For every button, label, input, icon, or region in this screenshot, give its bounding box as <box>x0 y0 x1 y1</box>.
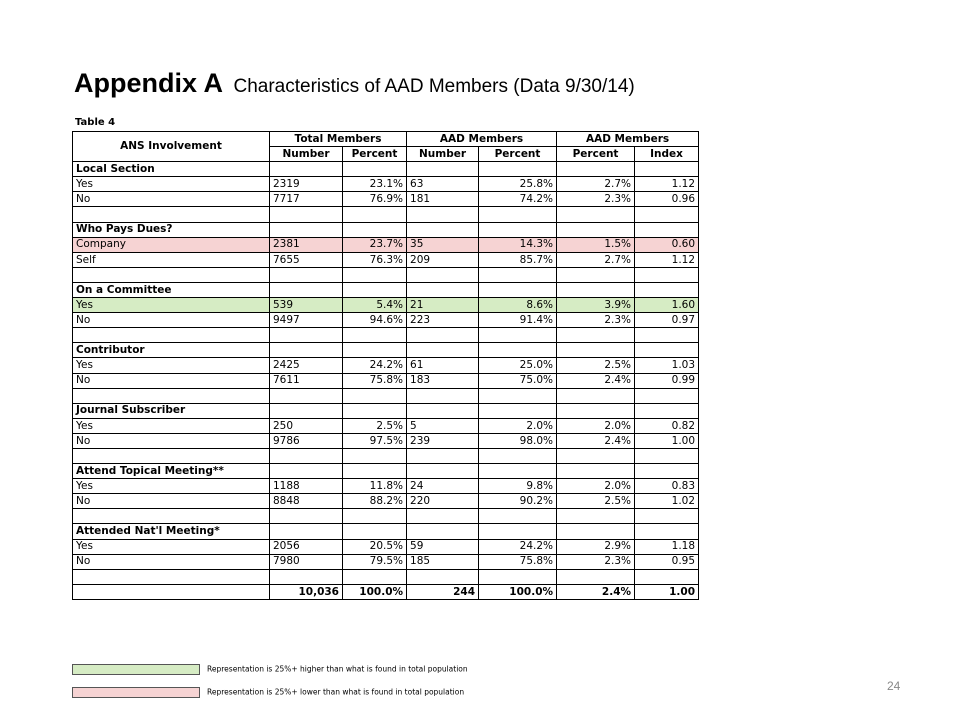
table-row <box>73 479 699 494</box>
total-number-cell: 8848 <box>270 494 343 509</box>
empty-cell <box>635 282 699 297</box>
aad-number-cell: 239 <box>407 433 479 448</box>
aad-number-cell: 220 <box>407 494 479 509</box>
total-percent-cell: 100.0% <box>343 584 407 599</box>
empty-cell <box>635 207 699 222</box>
empty-cell <box>407 464 479 479</box>
empty-cell <box>270 267 343 282</box>
total-number-cell: 2425 <box>270 358 343 373</box>
aad-number-cell: 5 <box>407 418 479 433</box>
empty-cell <box>407 509 479 524</box>
index-cell: 0.82 <box>635 418 699 433</box>
total-number-cell: 7611 <box>270 373 343 388</box>
header-aad-members-index: AAD Members <box>557 132 699 147</box>
aad-percent-cell: 9.8% <box>479 479 557 494</box>
aad-percent-cell: 24.2% <box>479 539 557 554</box>
empty-cell <box>479 388 557 403</box>
empty-cell <box>479 328 557 343</box>
page-number: 24 <box>887 679 901 693</box>
aad-number-cell: 63 <box>407 177 479 192</box>
index-cell: 1.18 <box>635 539 699 554</box>
empty-cell <box>479 207 557 222</box>
header-percent: Percent <box>343 147 407 162</box>
aad-number-cell: 59 <box>407 539 479 554</box>
empty-cell <box>557 569 635 584</box>
row-label: Yes <box>73 298 270 313</box>
total-number-cell: 7655 <box>270 252 343 267</box>
table-row <box>73 313 699 328</box>
header-number: Number <box>270 147 343 162</box>
total-number-cell: 7717 <box>270 192 343 207</box>
aad-number-cell: 223 <box>407 313 479 328</box>
aad-number-cell: 244 <box>407 584 479 599</box>
empty-cell <box>270 569 343 584</box>
empty-cell <box>270 388 343 403</box>
empty-cell <box>343 403 407 418</box>
empty-cell <box>479 509 557 524</box>
row-label: Self <box>73 252 270 267</box>
index-cell: 1.12 <box>635 177 699 192</box>
aad-number-cell: 24 <box>407 479 479 494</box>
table-row <box>73 433 699 448</box>
aad-percent-cell: 74.2% <box>479 192 557 207</box>
aad-percent-cell: 75.8% <box>479 554 557 569</box>
empty-cell <box>557 524 635 539</box>
total-number-cell: 7980 <box>270 554 343 569</box>
empty-cell <box>407 207 479 222</box>
row-label: No <box>73 373 270 388</box>
total-percent-cell: 94.6% <box>343 313 407 328</box>
empty-cell <box>343 343 407 358</box>
empty-cell <box>479 524 557 539</box>
empty-cell <box>557 267 635 282</box>
empty-cell <box>635 448 699 463</box>
row-label: Yes <box>73 418 270 433</box>
empty-cell <box>343 162 407 177</box>
table-row <box>73 298 699 313</box>
total-percent-cell: 23.1% <box>343 177 407 192</box>
section-label: Journal Subscriber <box>73 403 270 418</box>
empty-cell <box>73 267 270 282</box>
table-row <box>73 373 699 388</box>
spacer-row <box>73 509 699 524</box>
total-percent-cell: 2.5% <box>343 418 407 433</box>
empty-cell <box>479 403 557 418</box>
spacer-row <box>73 448 699 463</box>
aad-number-cell: 183 <box>407 373 479 388</box>
header-percent: Percent <box>479 147 557 162</box>
aad-share-percent-cell: 2.4% <box>557 433 635 448</box>
index-cell: 0.96 <box>635 192 699 207</box>
header-aad-members: AAD Members <box>407 132 557 147</box>
row-label: No <box>73 192 270 207</box>
empty-cell <box>635 464 699 479</box>
legend-text: Representation is 25%+ lower than what is found in total population <box>207 687 465 697</box>
aad-percent-cell: 25.0% <box>479 358 557 373</box>
empty-cell <box>635 403 699 418</box>
empty-cell <box>557 464 635 479</box>
row-label <box>73 584 270 599</box>
empty-cell <box>479 267 557 282</box>
total-percent-cell: 76.3% <box>343 252 407 267</box>
row-label: No <box>73 313 270 328</box>
aad-percent-cell: 98.0% <box>479 433 557 448</box>
empty-cell <box>479 343 557 358</box>
section-label: Attended Nat'l Meeting* <box>73 524 270 539</box>
table-row <box>73 494 699 509</box>
group-header-row <box>73 132 699 147</box>
empty-cell <box>343 524 407 539</box>
aad-percent-cell: 85.7% <box>479 252 557 267</box>
section-header-row <box>73 343 699 358</box>
empty-cell <box>479 222 557 237</box>
empty-cell <box>407 448 479 463</box>
empty-cell <box>407 343 479 358</box>
empty-cell <box>557 282 635 297</box>
total-number-cell: 250 <box>270 418 343 433</box>
empty-cell <box>407 403 479 418</box>
table-row <box>73 237 699 252</box>
aad-share-percent-cell: 2.3% <box>557 192 635 207</box>
table-row <box>73 554 699 569</box>
total-percent-cell: 97.5% <box>343 433 407 448</box>
table-row <box>73 252 699 267</box>
empty-cell <box>635 222 699 237</box>
empty-cell <box>635 267 699 282</box>
section-header-row <box>73 403 699 418</box>
aad-share-percent-cell: 2.5% <box>557 494 635 509</box>
empty-cell <box>479 162 557 177</box>
total-number-cell: 2056 <box>270 539 343 554</box>
empty-cell <box>557 222 635 237</box>
empty-cell <box>343 388 407 403</box>
section-label: Contributor <box>73 343 270 358</box>
aad-percent-cell: 2.0% <box>479 418 557 433</box>
table-row <box>73 192 699 207</box>
total-percent-cell: 24.2% <box>343 358 407 373</box>
total-percent-cell: 20.5% <box>343 539 407 554</box>
table-row <box>73 177 699 192</box>
aad-number-cell: 61 <box>407 358 479 373</box>
empty-cell <box>343 222 407 237</box>
section-header-row <box>73 464 699 479</box>
empty-cell <box>557 343 635 358</box>
legend-text: Representation is 25%+ higher than what is found in total population <box>207 664 468 674</box>
index-cell: 1.12 <box>635 252 699 267</box>
empty-cell <box>407 162 479 177</box>
empty-cell <box>343 464 407 479</box>
empty-cell <box>635 343 699 358</box>
empty-cell <box>407 524 479 539</box>
aad-percent-cell: 8.6% <box>479 298 557 313</box>
spacer-row <box>73 388 699 403</box>
empty-cell <box>343 509 407 524</box>
row-label: Yes <box>73 539 270 554</box>
table-row <box>73 358 699 373</box>
empty-cell <box>557 328 635 343</box>
total-percent-cell: 79.5% <box>343 554 407 569</box>
row-label: No <box>73 494 270 509</box>
empty-cell <box>270 343 343 358</box>
total-percent-cell: 5.4% <box>343 298 407 313</box>
empty-cell <box>343 328 407 343</box>
empty-cell <box>407 388 479 403</box>
table-label: Table 4 <box>75 117 116 128</box>
spacer-row <box>73 569 699 584</box>
empty-cell <box>270 448 343 463</box>
row-label: Yes <box>73 479 270 494</box>
empty-cell <box>270 282 343 297</box>
total-number-cell: 9786 <box>270 433 343 448</box>
header-number: Number <box>407 147 479 162</box>
empty-cell <box>635 388 699 403</box>
aad-number-cell: 185 <box>407 554 479 569</box>
empty-cell <box>343 207 407 222</box>
empty-cell <box>479 448 557 463</box>
aad-percent-cell: 90.2% <box>479 494 557 509</box>
empty-cell <box>557 388 635 403</box>
aad-number-cell: 209 <box>407 252 479 267</box>
aad-share-percent-cell: 2.4% <box>557 373 635 388</box>
empty-cell <box>557 448 635 463</box>
total-number-cell: 539 <box>270 298 343 313</box>
aad-percent-cell: 14.3% <box>479 237 557 252</box>
header-total-members: Total Members <box>270 132 407 147</box>
empty-cell <box>343 267 407 282</box>
total-percent-cell: 75.8% <box>343 373 407 388</box>
spacer-row <box>73 207 699 222</box>
index-cell: 1.03 <box>635 358 699 373</box>
row-label: Yes <box>73 177 270 192</box>
aad-share-percent-cell: 3.9% <box>557 298 635 313</box>
empty-cell <box>343 282 407 297</box>
aad-share-percent-cell: 2.3% <box>557 313 635 328</box>
legend-swatch-pink <box>72 687 200 698</box>
index-cell: 1.00 <box>635 584 699 599</box>
aad-number-cell: 35 <box>407 237 479 252</box>
empty-cell <box>270 207 343 222</box>
empty-cell <box>270 464 343 479</box>
aad-share-percent-cell: 2.3% <box>557 554 635 569</box>
table-row <box>73 418 699 433</box>
index-cell: 0.60 <box>635 237 699 252</box>
empty-cell <box>479 282 557 297</box>
empty-cell <box>635 569 699 584</box>
empty-cell <box>557 207 635 222</box>
empty-cell <box>343 448 407 463</box>
index-cell: 0.97 <box>635 313 699 328</box>
empty-cell <box>407 569 479 584</box>
empty-cell <box>270 524 343 539</box>
total-percent-cell: 11.8% <box>343 479 407 494</box>
index-cell: 1.00 <box>635 433 699 448</box>
aad-number-cell: 181 <box>407 192 479 207</box>
empty-cell <box>407 282 479 297</box>
section-header-row <box>73 524 699 539</box>
table-body <box>73 162 699 600</box>
section-label: Local Section <box>73 162 270 177</box>
aad-share-percent-cell: 2.7% <box>557 177 635 192</box>
empty-cell <box>557 162 635 177</box>
aad-share-percent-cell: 2.9% <box>557 539 635 554</box>
empty-cell <box>73 448 270 463</box>
total-number-cell: 2381 <box>270 237 343 252</box>
title-subtitle: Characteristics of AAD Members (Data 9/30/14) <box>233 76 635 97</box>
index-cell: 1.02 <box>635 494 699 509</box>
row-label: No <box>73 554 270 569</box>
empty-cell <box>270 162 343 177</box>
aad-percent-cell: 91.4% <box>479 313 557 328</box>
empty-cell <box>479 464 557 479</box>
empty-cell <box>73 207 270 222</box>
aad-share-percent-cell: 1.5% <box>557 237 635 252</box>
total-number-cell: 2319 <box>270 177 343 192</box>
row-label: Yes <box>73 358 270 373</box>
empty-cell <box>479 569 557 584</box>
total-number-cell: 1188 <box>270 479 343 494</box>
empty-cell <box>635 524 699 539</box>
legend-higher <box>72 664 468 675</box>
row-label: Company <box>73 237 270 252</box>
aad-share-percent-cell: 2.0% <box>557 479 635 494</box>
index-cell: 1.60 <box>635 298 699 313</box>
empty-cell <box>270 222 343 237</box>
index-cell: 0.83 <box>635 479 699 494</box>
aad-share-percent-cell: 2.7% <box>557 252 635 267</box>
spacer-row <box>73 328 699 343</box>
aad-share-percent-cell: 2.4% <box>557 584 635 599</box>
empty-cell <box>635 328 699 343</box>
empty-cell <box>73 328 270 343</box>
title-main: Appendix A <box>74 68 224 98</box>
section-label: Who Pays Dues? <box>73 222 270 237</box>
section-header-row <box>73 222 699 237</box>
empty-cell <box>557 403 635 418</box>
aad-percent-cell: 100.0% <box>479 584 557 599</box>
header-percent: Percent <box>557 147 635 162</box>
empty-cell <box>343 569 407 584</box>
empty-cell <box>407 222 479 237</box>
legend-swatch-green <box>72 664 200 675</box>
total-row <box>73 584 699 599</box>
index-cell: 0.95 <box>635 554 699 569</box>
empty-cell <box>73 388 270 403</box>
total-percent-cell: 23.7% <box>343 237 407 252</box>
total-percent-cell: 76.9% <box>343 192 407 207</box>
total-number-cell: 9497 <box>270 313 343 328</box>
empty-cell <box>407 267 479 282</box>
slide-title <box>74 68 635 99</box>
empty-cell <box>635 162 699 177</box>
members-table <box>72 131 699 600</box>
aad-percent-cell: 25.8% <box>479 177 557 192</box>
aad-percent-cell: 75.0% <box>479 373 557 388</box>
empty-cell <box>270 509 343 524</box>
legend-lower <box>72 687 464 698</box>
aad-number-cell: 21 <box>407 298 479 313</box>
empty-cell <box>73 509 270 524</box>
section-header-row <box>73 162 699 177</box>
spacer-row <box>73 267 699 282</box>
section-label: Attend Topical Meeting** <box>73 464 270 479</box>
section-header-row <box>73 282 699 297</box>
empty-cell <box>407 328 479 343</box>
empty-cell <box>73 569 270 584</box>
row-label: No <box>73 433 270 448</box>
empty-cell <box>557 509 635 524</box>
aad-share-percent-cell: 2.0% <box>557 418 635 433</box>
empty-cell <box>635 509 699 524</box>
index-cell: 0.99 <box>635 373 699 388</box>
total-number-cell: 10,036 <box>270 584 343 599</box>
empty-cell <box>270 328 343 343</box>
section-label: On a Committee <box>73 282 270 297</box>
table-row <box>73 539 699 554</box>
aad-share-percent-cell: 2.5% <box>557 358 635 373</box>
empty-cell <box>270 403 343 418</box>
header-index: Index <box>635 147 699 162</box>
total-percent-cell: 88.2% <box>343 494 407 509</box>
header-ans-involvement: ANS Involvement <box>73 132 270 162</box>
